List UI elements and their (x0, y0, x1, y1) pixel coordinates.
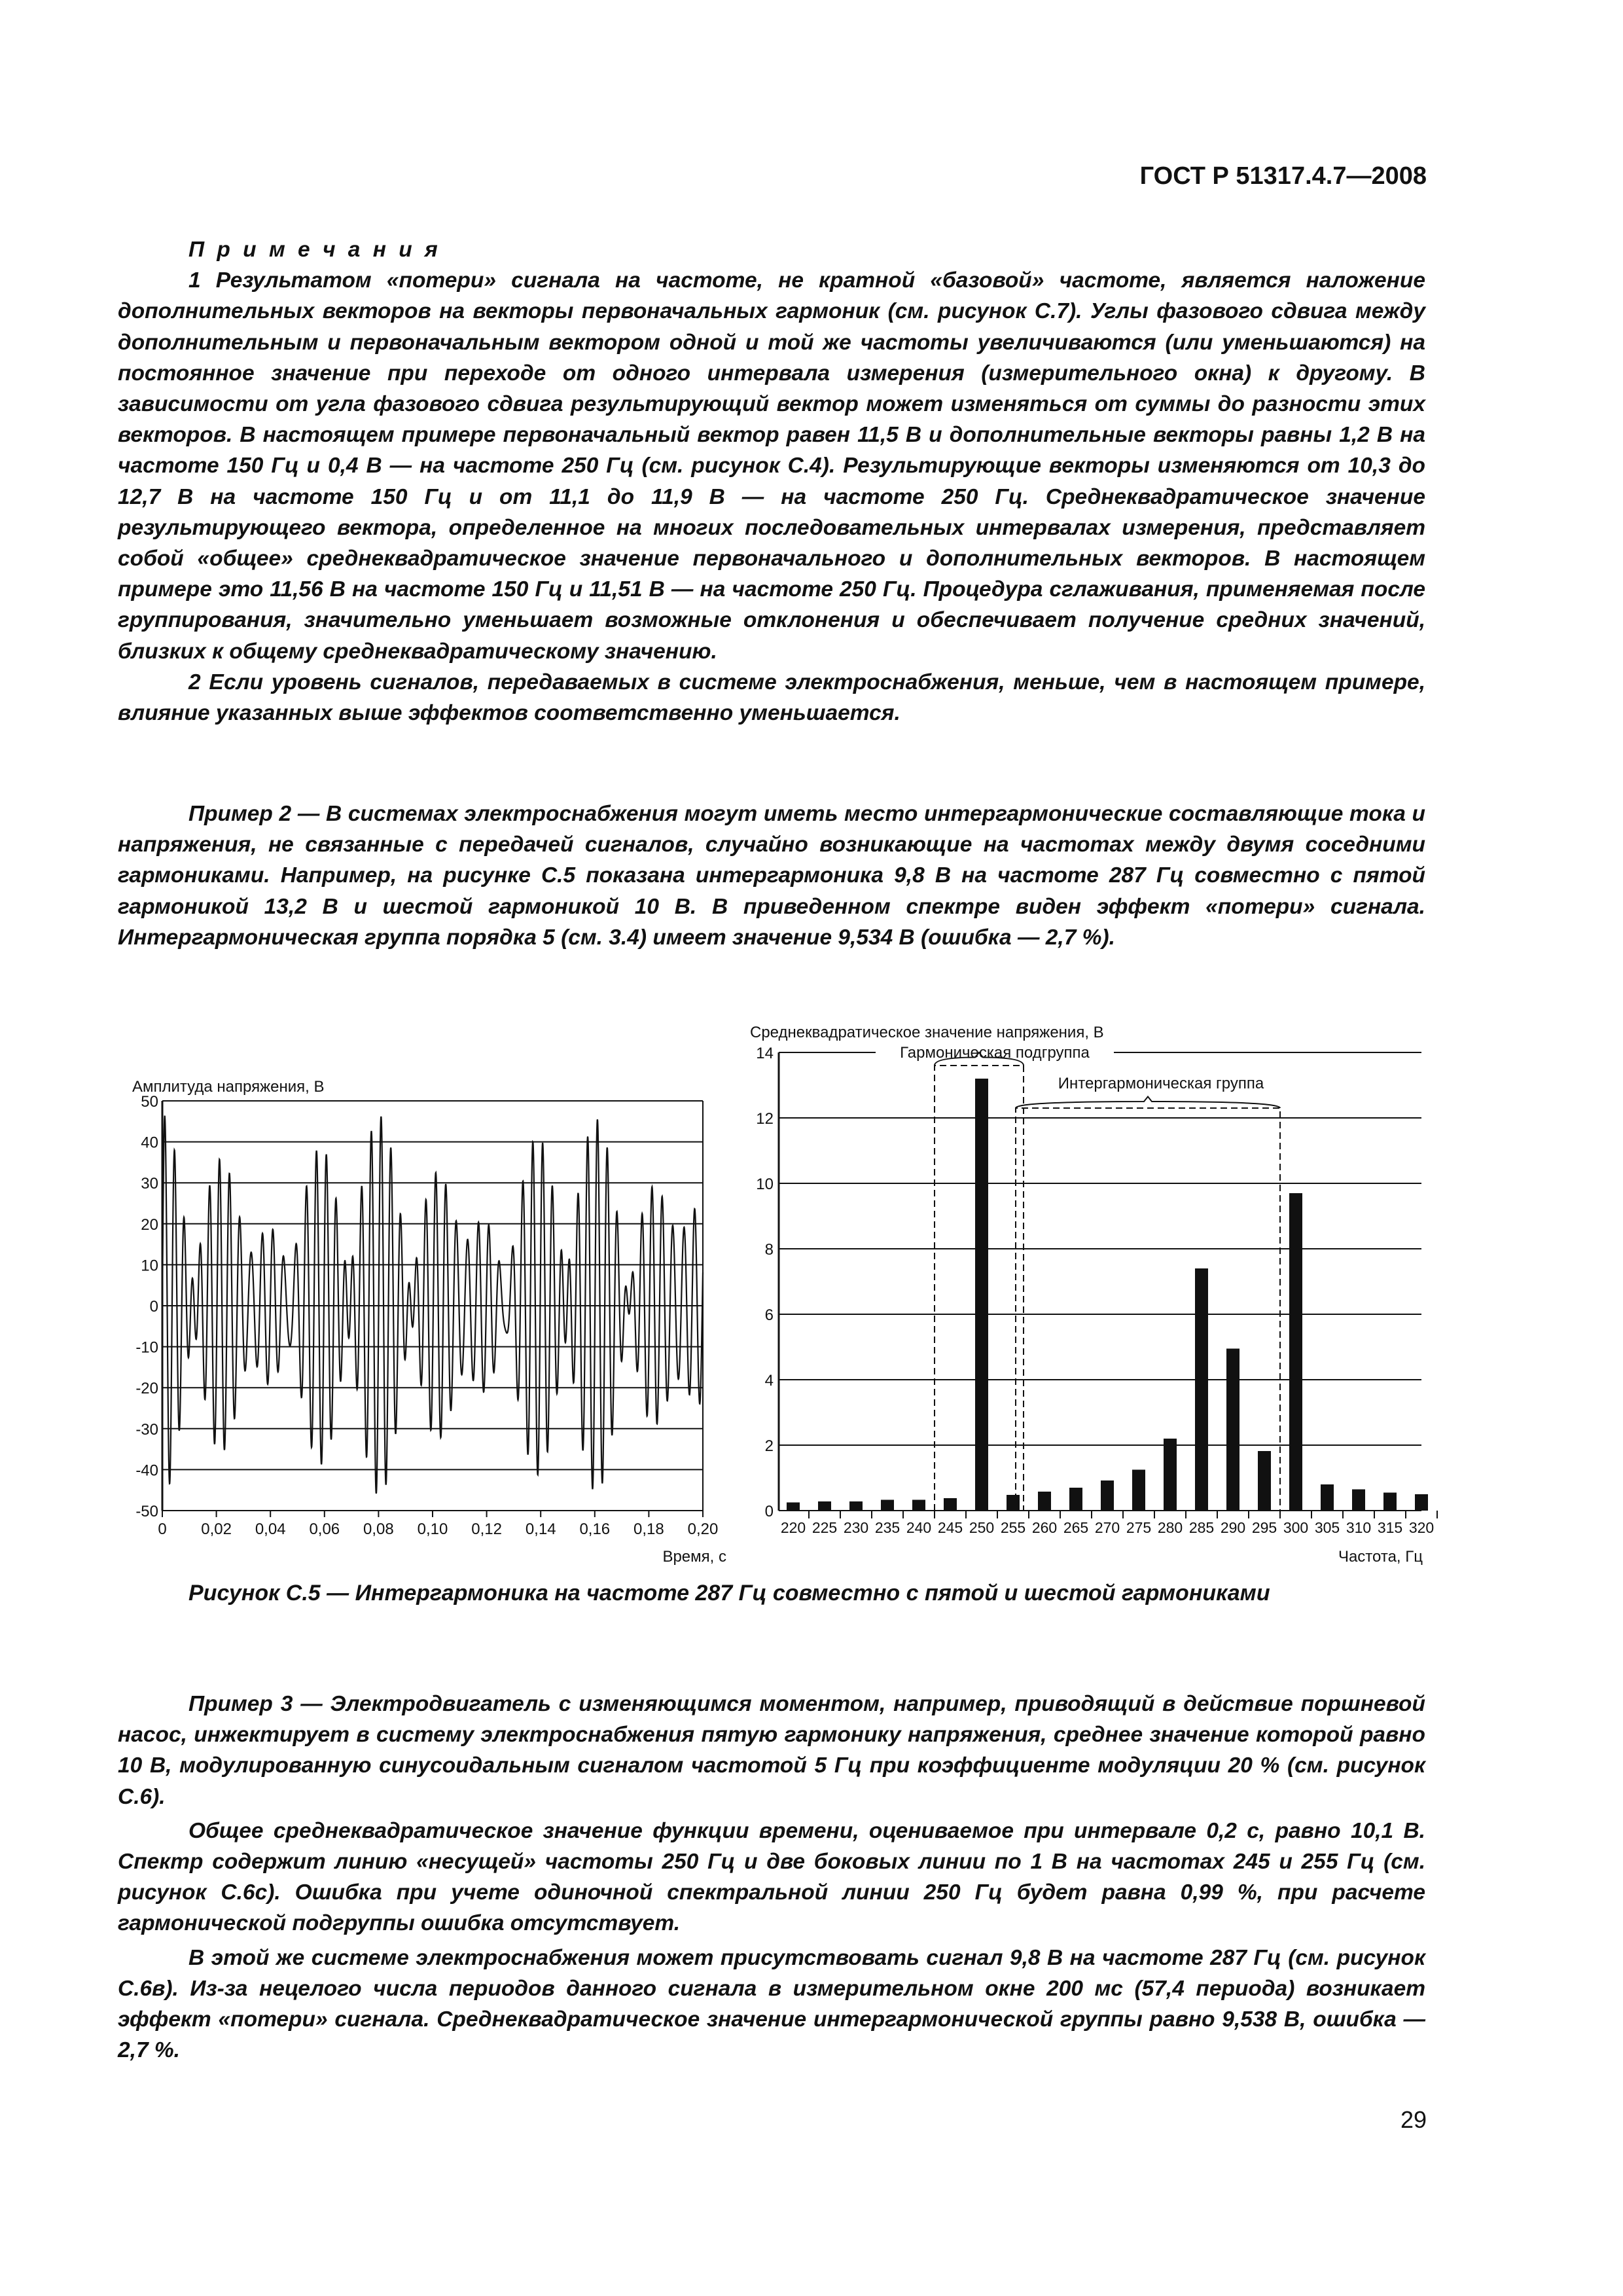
time-chart-x-tick: 0,20 (687, 1520, 719, 1538)
spectrum-y-tick: 8 (764, 1241, 774, 1259)
spectrum-x-tick: 250 (969, 1519, 995, 1536)
spectrum-chart-ylabel: Среднеквадратическое значение напряжения, В (750, 1024, 1104, 1041)
spectrum-bar (1007, 1495, 1020, 1511)
spectrum-y-tick: 14 (756, 1045, 774, 1062)
spectrum-bar (1383, 1493, 1397, 1511)
spectrum-bar (1258, 1451, 1271, 1511)
time-chart-x-tick: 0,02 (201, 1520, 232, 1538)
time-chart-x-tick: 0 (158, 1520, 167, 1538)
document-header: ГОСТ Р 51317.4.7—2008 (1139, 162, 1427, 190)
spectrum-x-tick: 305 (1314, 1519, 1340, 1536)
example-3-paragraph-1: Пример 3 — Электродвигатель с изменяющимся моментом, например, приводящий в действие поршневой насос, инжектирует в систему электроснабжения пятую гармонику напряжения, среднее значение которой равно 10 В, модулированную синусоидальным сигналом частотой 5 Гц при коэффициенте модуляции 20 % (см. рисунок С.6). (118, 1692, 1425, 1809)
page-number: 29 (1400, 2106, 1427, 2133)
time-chart-y-tick: 40 (141, 1134, 158, 1152)
spectrum-x-tick: 255 (1000, 1519, 1026, 1536)
spectrum-chart-grid (779, 1052, 1437, 1518)
spectrum-x-tick: 295 (1251, 1519, 1277, 1536)
time-chart-x-tick: 0,10 (417, 1520, 448, 1538)
time-signal-chart (132, 1078, 726, 1566)
example-3-paragraph-2: Общее среднеквадратическое значение функции времени, оцениваемое при интервале 0,2 с, равно 10,1 В. Спектр содержит линию «несущей» частоты 250 Гц и две боковых линии по 1 В на частотах 245 и 255 Гц (см. рисунок С.6с). Ошибка при учете одиночной спектральной линии 250 Гц будет равна 0,99 %, при расчете гармонической подгруппы ошибка отсутствует. (118, 1818, 1425, 1936)
example-3-section (118, 1689, 1425, 2069)
spectrum-x-tick: 320 (1408, 1519, 1435, 1536)
spectrum-bar (849, 1501, 863, 1511)
spectrum-bar (881, 1500, 894, 1511)
spectrum-x-tick: 270 (1094, 1519, 1120, 1536)
time-chart-x-ticks (158, 1520, 718, 1538)
time-chart-y-tick: 50 (141, 1093, 158, 1111)
time-chart-xlabel: Время, с (662, 1548, 726, 1566)
spectrum-bar (912, 1500, 925, 1511)
time-chart-y-tick: -40 (135, 1462, 158, 1480)
spectrum-x-tick: 240 (906, 1519, 932, 1536)
spectrum-bar (1415, 1494, 1428, 1511)
harmonic-subgroup-label: Гармоническая подгруппа (900, 1044, 1090, 1062)
time-chart-x-tick: 0,16 (579, 1520, 611, 1538)
time-chart-y-ticks (135, 1093, 158, 1520)
spectrum-x-tick: 265 (1063, 1519, 1089, 1536)
spectrum-y-tick: 10 (756, 1175, 774, 1193)
time-chart-x-tick: 0,06 (309, 1520, 340, 1538)
spectrum-bar (1038, 1492, 1051, 1511)
spectrum-bar (1226, 1349, 1240, 1511)
spectrum-x-tick: 275 (1126, 1519, 1152, 1536)
spectrum-y-tick: 2 (764, 1437, 774, 1455)
spectrum-x-tick: 280 (1157, 1519, 1183, 1536)
time-chart-ylabel: Амплитуда напряжения, В (132, 1078, 325, 1096)
spectrum-y-tick: 12 (756, 1110, 774, 1128)
time-chart-x-tick: 0,14 (525, 1520, 556, 1538)
spectrum-chart-x-ticks (781, 1519, 1434, 1536)
time-chart-y-tick: -20 (135, 1380, 158, 1398)
spectrum-chart-xlabel: Частота, Гц (1338, 1548, 1423, 1566)
spectrum-x-tick: 220 (780, 1519, 806, 1536)
time-chart-y-tick: 0 (149, 1298, 158, 1316)
note-2: 2 Если уровень сигналов, передаваемых в системе электроснабжения, меньше, чем в настоящем примере, влияние указанных выше эффектов соответственно уменьшается. (118, 670, 1425, 726)
spectrum-bar (787, 1503, 800, 1511)
interharmonic-group-brace (1016, 1097, 1280, 1109)
spectrum-x-tick: 310 (1346, 1519, 1372, 1536)
example-3-paragraph-3: В этой же системе электроснабжения может присутствовать сигнал 9,8 В на частоте 287 Гц (см. рисунок С.6в). Из-за нецелого числа периодов данного сигнала в измерительном окне 200 мс (57,4 периода) возникает эффект «потери» сигнала. Среднеквадратическое значение интергармонической группы равно 9,538 В, ошибка — 2,7 %. (118, 1945, 1425, 2063)
spectrum-x-tick: 235 (874, 1519, 901, 1536)
time-chart-y-tick: 20 (141, 1215, 158, 1234)
time-chart-y-tick: 30 (141, 1175, 158, 1193)
spectrum-y-tick: 4 (764, 1372, 774, 1390)
time-chart-x-tick: 0,18 (633, 1520, 664, 1538)
time-chart-x-tick: 0,12 (471, 1520, 502, 1538)
time-chart-x-tick: 0,04 (255, 1520, 286, 1538)
spectrum-bar (1352, 1490, 1365, 1511)
spectrum-bar (1164, 1439, 1177, 1511)
example-2-text: Пример 2 — В системах электроснабжения могут иметь место интергармонические составляющие тока и напряжения, не связанные с передачей сигналов, случайно возникающие на частотах между двумя соседними гармониками. Например, на рисунке С.5 показана интергармоника 9,8 В на частоте 287 Гц совместно с пятой гармоникой 13,2 В и шестой гармоникой 10 В. В приведенном спектре виден эффект «потери» сигнала. Интергармоническая группа порядка 5 (см. 3.4) имеет значение 9,534 В (ошибка — 2,7 %). (118, 802, 1425, 950)
interharmonic-group-label: Интергармоническая группа (1058, 1075, 1264, 1092)
interharmonic-group-bracket (1016, 1108, 1280, 1511)
spectrum-x-tick: 290 (1220, 1519, 1246, 1536)
spectrum-bar (1069, 1488, 1082, 1511)
spectrum-bar (1321, 1484, 1334, 1511)
figure-caption: Рисунок С.5 — Интергармоника на частоте 287 Гц совместно с пятой и шестой гармониками (188, 1581, 1270, 1605)
spectrum-x-tick: 285 (1188, 1519, 1215, 1536)
spectrum-x-tick: 230 (843, 1519, 869, 1536)
time-chart-y-tick: -30 (135, 1420, 158, 1439)
time-chart-x-tick: 0,08 (363, 1520, 394, 1538)
spectrum-chart-y-ticks (756, 1045, 774, 1520)
spectrum-bar (1195, 1268, 1208, 1511)
time-chart-y-tick: -10 (135, 1338, 158, 1357)
spectrum-y-tick: 6 (764, 1306, 774, 1324)
spectrum-x-tick: 300 (1283, 1519, 1309, 1536)
spectrum-x-tick: 260 (1031, 1519, 1058, 1536)
notes-title: П р и м е ч а н и я (188, 238, 441, 262)
spectrum-bar (1132, 1470, 1145, 1511)
spectrum-bar (944, 1498, 957, 1511)
time-chart-y-tick: 10 (141, 1257, 158, 1275)
time-chart-y-tick: -50 (135, 1503, 158, 1520)
spectrum-chart (750, 1024, 1437, 1566)
spectrum-y-tick: 0 (764, 1503, 774, 1520)
spectrum-bar (818, 1501, 831, 1511)
note-1: 1 Результатом «потери» сигнала на частоте, не кратной «базовой» частоте, является наложение дополнительных векторов на векторы первоначальных гармоник (см. рисунок С.7). Углы фазового сдвига между дополнительным и первоначальным вектором одной и той же частоты увеличиваются (или уменьшаются) на постоянное значение при переходе от одного интервала измерения (измерительного окна) к другому. В зависимости от угла фазового сдвига результирующий вектор может изменяться от суммы до разности этих векторов. В настоящем примере первоначальный вектор равен 11,5 В и дополнительные векторы равны 1,2 В на частоте 150 Гц и 0,4 В — на частоте 250 Гц (см. рисунок С.4). Результирующие векторы изменяются от 10,3 до 12,7 В на частоте 150 Гц и от 11,1 до 11,9 В — на частоте 250 Гц. Среднеквадратическое значение результирующего вектора, определенное на многих последовательных интервалах измерения, представляет собой «общее» среднеквадратическое значение первоначального и дополнительных векторов. В настоящем примере это 11,56 В на частоте 150 Гц и 11,51 В — на частоте 250 Гц. Процедура сглаживания, применяемая после группирования, значительно уменьшает возможные отклонения и обеспечивает получение средних значений, близких к общему среднеквадратическому значению. (118, 268, 1425, 664)
spectrum-x-tick: 315 (1377, 1519, 1403, 1536)
spectrum-x-tick: 245 (937, 1519, 963, 1536)
spectrum-bar (1101, 1480, 1114, 1511)
spectrum-bar (975, 1079, 988, 1511)
spectrum-x-tick: 225 (812, 1519, 838, 1536)
time-signal-waveform (162, 1117, 703, 1494)
spectrum-bar (1289, 1193, 1302, 1511)
